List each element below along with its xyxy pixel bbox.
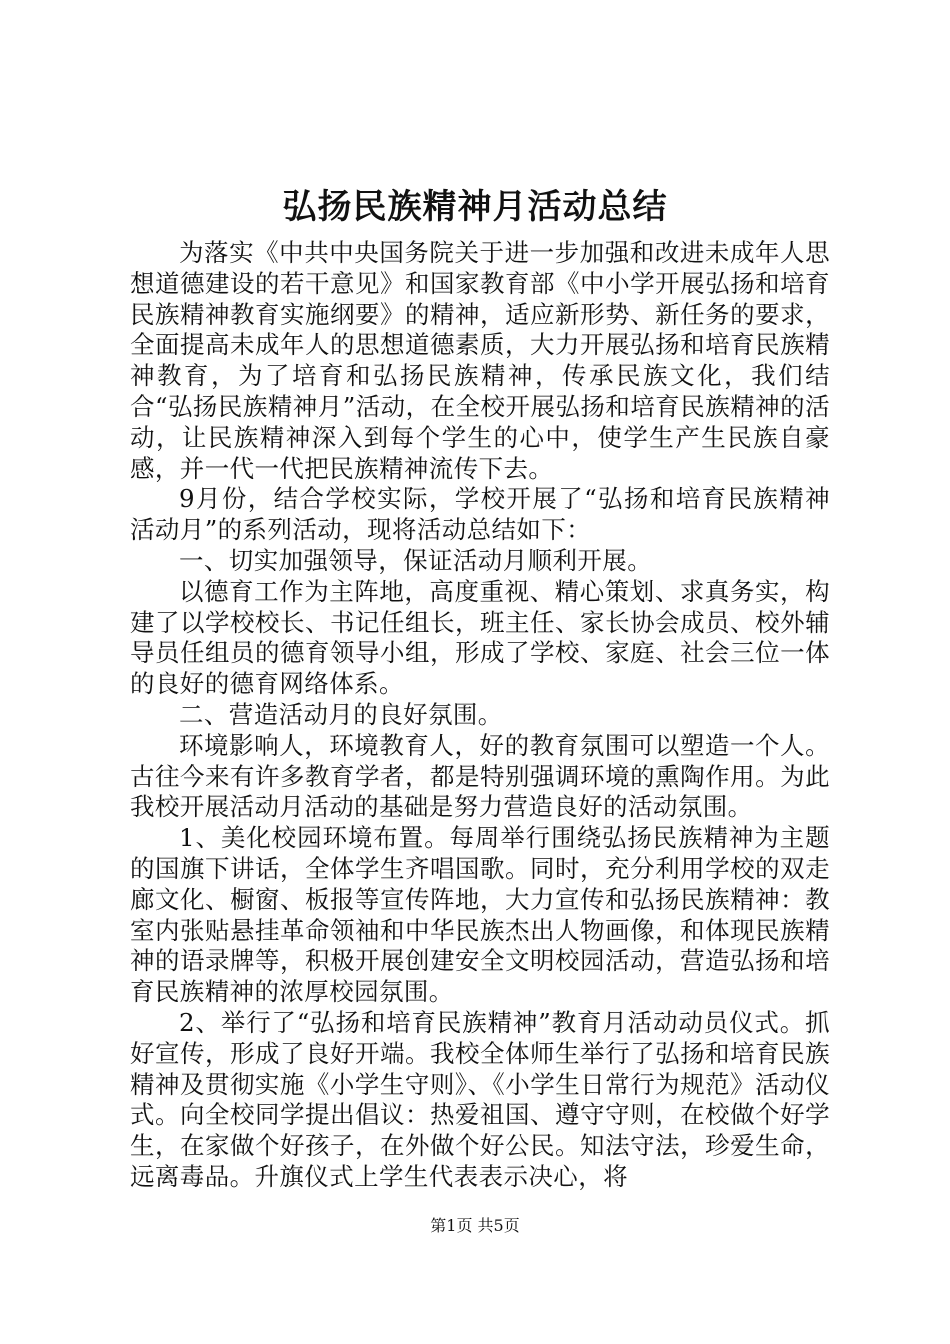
document-title: 弘扬民族精神月活动总结 <box>282 187 668 227</box>
section-heading-1: 一、切实加强领导，保证活动月顺利开展。 <box>179 545 653 575</box>
paragraph-leadership: 以德育工作为主阵地，高度重视、精心策划、求真务实，构建了以学校校长、书记任组长，班主任、家长协会成员、校外辅导员任组员的德育领导小组，形成了学校、家庭、社会三位一体的良好的德育网络体系。 <box>130 576 830 699</box>
paragraph-environment: 环境影响人，环境教育人，好的教育氛围可以塑造一个人。古往今来有许多教育学者，都是特别强调环境的熏陶作用。为此我校开展活动月活动的基础是努力营造良好的活动氛围。 <box>130 730 830 822</box>
paragraph-intro: 为落实《中共中央国务院关于进一步加强和改进未成年人思想道德建设的若干意见》和国家教育部《中小学开展弘扬和培育民族精神教育实施纲要》的精神，适应新形势、新任务的要求，全面提高未成年人的思想道德素质，大力开展弘扬和培育民族精神教育，为了培育和弘扬民族精神，传承民族文化，我们结合“弘扬民族精神月”活动，在全校开展弘扬和培育民族精神的活动，让民族精神深入到每个学生的心中，使学生产生民族自豪感，并一代一代把民族精神流传下去。 <box>130 238 830 483</box>
paragraph-item-2: 2、举行了“弘扬和培育民族精神”教育月活动动员仪式。抓好宣传，形成了良好开端。我校全体师生举行了弘扬和培育民族精神及贯彻实施《小学生守则》、《小学生日常行为规范》活动仪式。向全校同学提出倡议：热爱祖国、遵守守则，在校做个好学生，在家做个好孩子，在外做个好公民。知法守法，珍爱生命，远离毒品。升旗仪式上学生代表表示决心，将 <box>130 1007 830 1191</box>
page-footer: 第1页 共5页 <box>430 1216 520 1235</box>
section-heading-2: 二、营造活动月的良好氛围。 <box>179 699 503 729</box>
document-body <box>130 238 830 1193</box>
paragraph-september: 9月份，结合学校实际，学校开展了“弘扬和培育民族精神活动月”的系列活动，现将活动总结如下： <box>130 484 830 545</box>
paragraph-item-1: 1、美化校园环境布置。每周举行围绕弘扬民族精神为主题的国旗下讲话，全体学生齐唱国歌。同时，充分利用学校的双走廊文化、橱窗、板报等宣传阵地，大力宣传和弘扬民族精神：教室内张贴悬挂革命领袖和中华民族杰出人物画像，和体现民族精神的语录牌等，积极开展创建安全文明校园活动，营造弘扬和培育民族精神的浓厚校园氛围。 <box>130 823 830 1007</box>
